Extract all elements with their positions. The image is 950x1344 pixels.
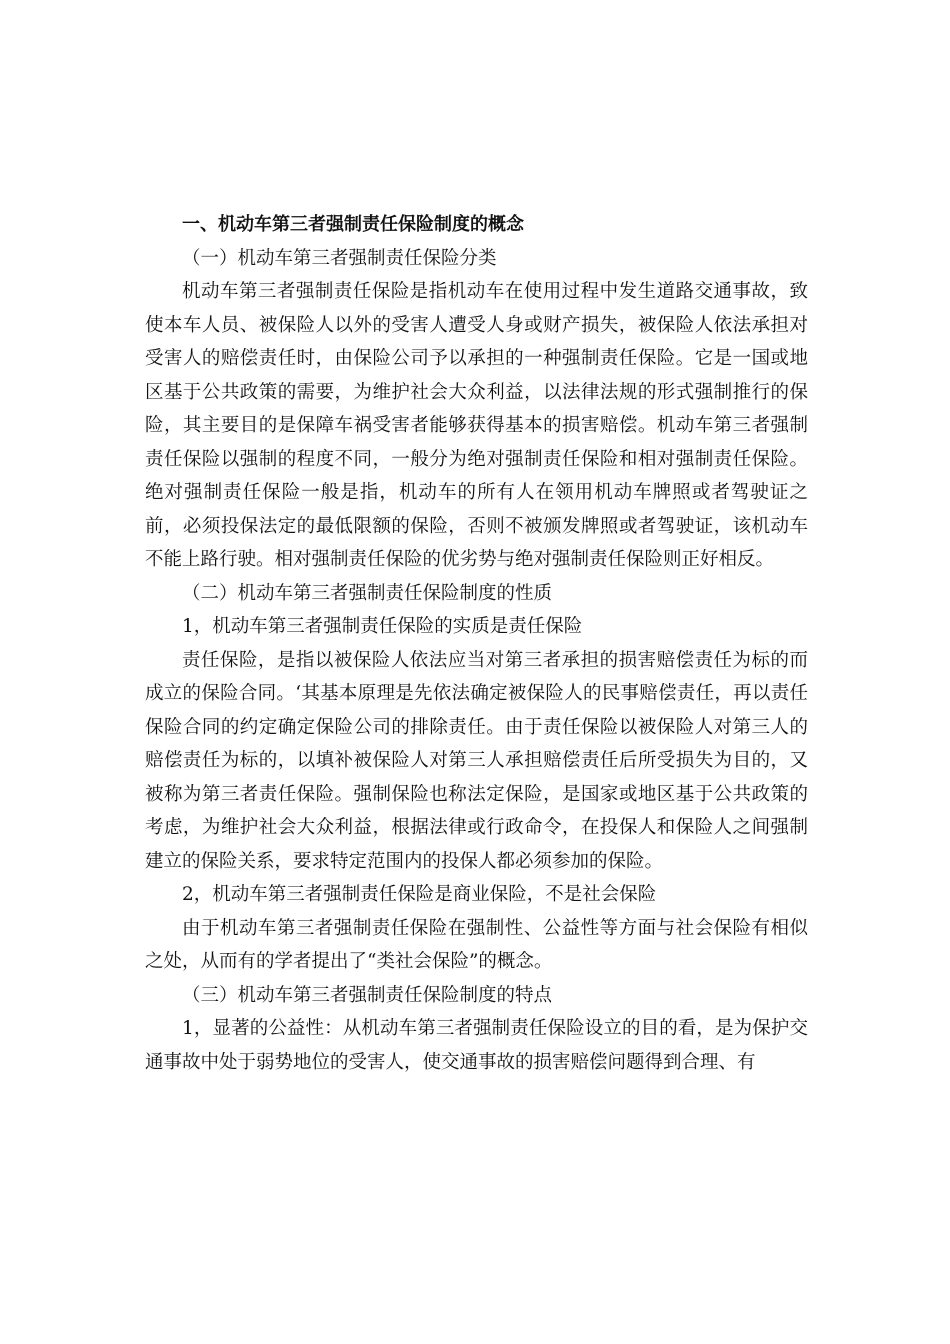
subsection-title-classification: （一）机动车第三者强制责任保险分类 — [182, 247, 497, 269]
section-heading: 一、机动车第三者强制责任保险制度的概念 — [182, 214, 524, 235]
paragraph-public-welfare: 1，显著的公益性：从机动车第三者强制责任保险设立的目的看，是为保护交通事故中处于弱势地位的受害人，使交通事故的损害赔偿问题得到合理、有 — [145, 1018, 808, 1073]
paragraph-liability-insurance: 责任保险，是指以被保险人依法应当对第三者承担的损害赔偿责任为标的而成立的保险合同。‘其基本原理是先依法确定被保险人的民事赔偿责任，再以责任保险合同的约定确定保险公司的排除责任。由于责任保险以被保险人对第三人的赔偿责任为标的，以填补被保险人对第三人承担赔偿责任后所受损失为目的，又被称为第三者责任保险。强制保险也称法定保险，是国家或地区基于公共政策的考虑，为维护社会大众利益，根据法律或行政命令，在投保人和保险人之间强制建立的保险关系，要求特定范围内的投保人都必须参加的保险。 — [145, 649, 808, 872]
subsection-title-nature: （二）机动车第三者强制责任保险制度的性质 — [182, 582, 553, 604]
document-body — [145, 208, 808, 1079]
point-commercial-insurance: 2，机动车第三者强制责任保险是商业保险，不是社会保险 — [182, 884, 657, 905]
paragraph-definition: 机动车第三者强制责任保险是指机动车在使用过程中发生道路交通事故，致使本车人员、被保险人以外的受害人遭受人身或财产损失，被保险人依法承担对受害人的赔偿责任时，由保险公司予以承担的一种强制责任保险。它是一国或地区基于公共政策的需要，为维护社会大众利益，以法律法规的形式强制推行的保险，其主要目的是保障车祸受害者能够获得基本的损害赔偿。机动车第三者强制责任保险以强制的程度不同，一般分为绝对强制责任保险和相对强制责任保险。绝对强制责任保险一般是指，机动车的所有人在领用机动车牌照或者驾驶证之前，必须投保法定的最低限额的保险，否则不被颁发牌照或者驾驶证，该机动车不能上路行驶。相对强制责任保险的优劣势与绝对强制责任保险则正好相反。 — [145, 281, 808, 570]
paragraph-commercial-insurance: 由于机动车第三者强制责任保险在强制性、公益性等方面与社会保险有相似之处，从而有的学者提出了“类社会保险”的概念。 — [145, 917, 808, 972]
point-liability-insurance: 1，机动车第三者强制责任保险的实质是责任保险 — [182, 616, 583, 637]
subsection-title-features: （三）机动车第三者强制责任保险制度的特点 — [182, 984, 553, 1006]
